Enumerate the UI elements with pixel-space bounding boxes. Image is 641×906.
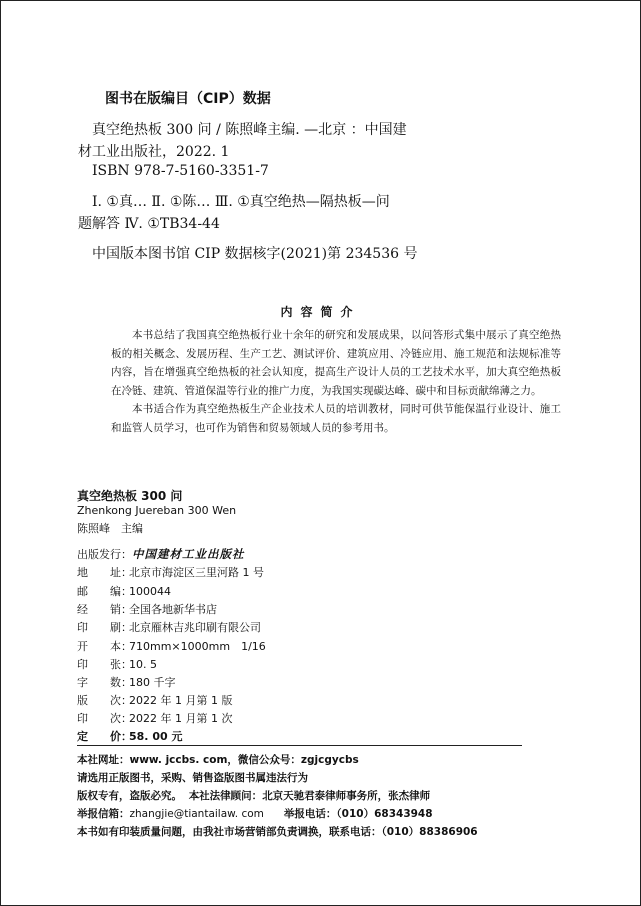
cip-classification-1: Ⅰ. ①真… Ⅱ. ①陈… Ⅲ. ①真空绝热—隔热板—问 bbox=[92, 194, 390, 210]
cip-library-record: 中国版本图书馆 CIP 数据核字(2021)第 234536 号 bbox=[92, 246, 418, 262]
intro-heading: 内容简介 bbox=[280, 305, 361, 319]
info-value: 100044 bbox=[129, 585, 171, 598]
info-label: 经 销： bbox=[77, 603, 132, 616]
report-email-value: zhangjie@tiantailaw. com bbox=[129, 808, 264, 820]
footer-piracy-notice: 请选用正版图书，采购、销售盗版图书属违法行为 bbox=[77, 772, 308, 784]
intro-paragraph-2: 本书适合作为真空绝热板生产企业技术人员的培训教材，同时可供节能保温行业设计、施工和监管人员学习，也可作为销售和贸易领域人员的参考用书。 bbox=[111, 403, 561, 434]
website-label: 本社网址： bbox=[77, 754, 130, 766]
book-pinyin: Zhenkong Juereban 300 Wen bbox=[77, 504, 237, 517]
info-label: 字 数： bbox=[77, 676, 132, 689]
footer-copyright bbox=[77, 788, 430, 803]
info-row-postcode bbox=[77, 583, 171, 599]
info-value: 北京雁林吉兆印刷有限公司 bbox=[129, 621, 261, 634]
info-label: 地 址： bbox=[77, 566, 132, 579]
info-row-impression bbox=[77, 710, 232, 726]
publisher-label: 出版发行： bbox=[77, 548, 132, 561]
info-label: 邮 编： bbox=[77, 585, 132, 598]
info-label: 版 次： bbox=[77, 694, 132, 707]
info-row-wordcount bbox=[77, 674, 176, 690]
info-row-price bbox=[77, 728, 182, 744]
counsel-value: 北京天驰君泰律师事务所，张杰律师 bbox=[262, 790, 431, 802]
info-row-edition bbox=[77, 692, 232, 708]
footer-report bbox=[77, 806, 433, 821]
info-value: 180 千字 bbox=[129, 676, 176, 689]
cip-classification-2: 题解答 Ⅳ. ①TB34-44 bbox=[78, 216, 220, 232]
website-value: www. jccbs. com，微信公众号：zgjcgycbs bbox=[129, 754, 359, 766]
copyright-label: 版权专有，盗版必究。 bbox=[77, 790, 182, 802]
publisher-logo: 中国建材工业出版社 bbox=[132, 547, 245, 561]
report-phone-value: （010）68343948 bbox=[336, 808, 433, 820]
info-label: 印 张： bbox=[77, 658, 132, 671]
book-title: 真空绝热板 300 问 bbox=[77, 489, 183, 503]
report-phone-label: 举报电话： bbox=[283, 808, 337, 820]
intro-body bbox=[111, 326, 561, 437]
cip-isbn: ISBN 978-7-5160-3351-7 bbox=[92, 163, 269, 179]
footer-quality-notice: 本书如有印装质量问题，由我社市场营销部负责调换，联系电话：（010）88386906 bbox=[77, 826, 478, 838]
info-value: 710mm×1000mm 1/16 bbox=[129, 640, 266, 653]
info-value: 10. 5 bbox=[129, 658, 157, 671]
info-row-format bbox=[77, 638, 266, 654]
report-email-label: 举报信箱： bbox=[77, 808, 130, 820]
footer-website bbox=[77, 752, 359, 767]
info-row-distributor bbox=[77, 601, 217, 617]
info-row-printer bbox=[77, 619, 261, 635]
divider bbox=[77, 745, 522, 746]
cip-heading: 图书在版编目（CIP）数据 bbox=[105, 91, 271, 107]
publisher-row bbox=[77, 546, 245, 562]
info-value: 全国各地新华书店 bbox=[129, 603, 217, 616]
info-label: 定 价： bbox=[77, 730, 132, 743]
counsel-label: 本社法律顾问： bbox=[188, 790, 263, 802]
info-row-sheets bbox=[77, 656, 157, 672]
intro-paragraph-1: 本书总结了我国真空绝热板行业十余年的研究和发展成果，以问答形式集中展示了真空绝热板的相关概念、发展历程、生产工艺、测试评价、建筑应用、冷链应用、施工规范和法规标准等内容，旨在增强真空绝热板的社会认知度，提高生产设计人员的工艺技术水平，加大真空绝热板在冷链、建筑、管道保温等行业的推广力度，为我国实现碳达峰、碳中和目标贡献绵薄之力。 bbox=[111, 329, 561, 397]
book-author: 陈照峰 主编 bbox=[77, 522, 143, 535]
info-value: 2022 年 1 月第 1 次 bbox=[129, 712, 233, 725]
info-value: 58. 00 元 bbox=[129, 730, 183, 743]
info-label: 开 本： bbox=[77, 640, 132, 653]
info-value: 北京市海淀区三里河路 1 号 bbox=[129, 566, 264, 579]
info-row-address bbox=[77, 564, 264, 580]
info-label: 印 次： bbox=[77, 712, 132, 725]
info-value: 2022 年 1 月第 1 版 bbox=[129, 694, 233, 707]
info-label: 印 刷： bbox=[77, 621, 132, 634]
cip-line-2: 材工业出版社，2022. 1 bbox=[78, 144, 230, 160]
cip-line-1: 真空绝热板 300 问 / 陈照峰主编. —北京 ：中国建 bbox=[92, 122, 407, 138]
